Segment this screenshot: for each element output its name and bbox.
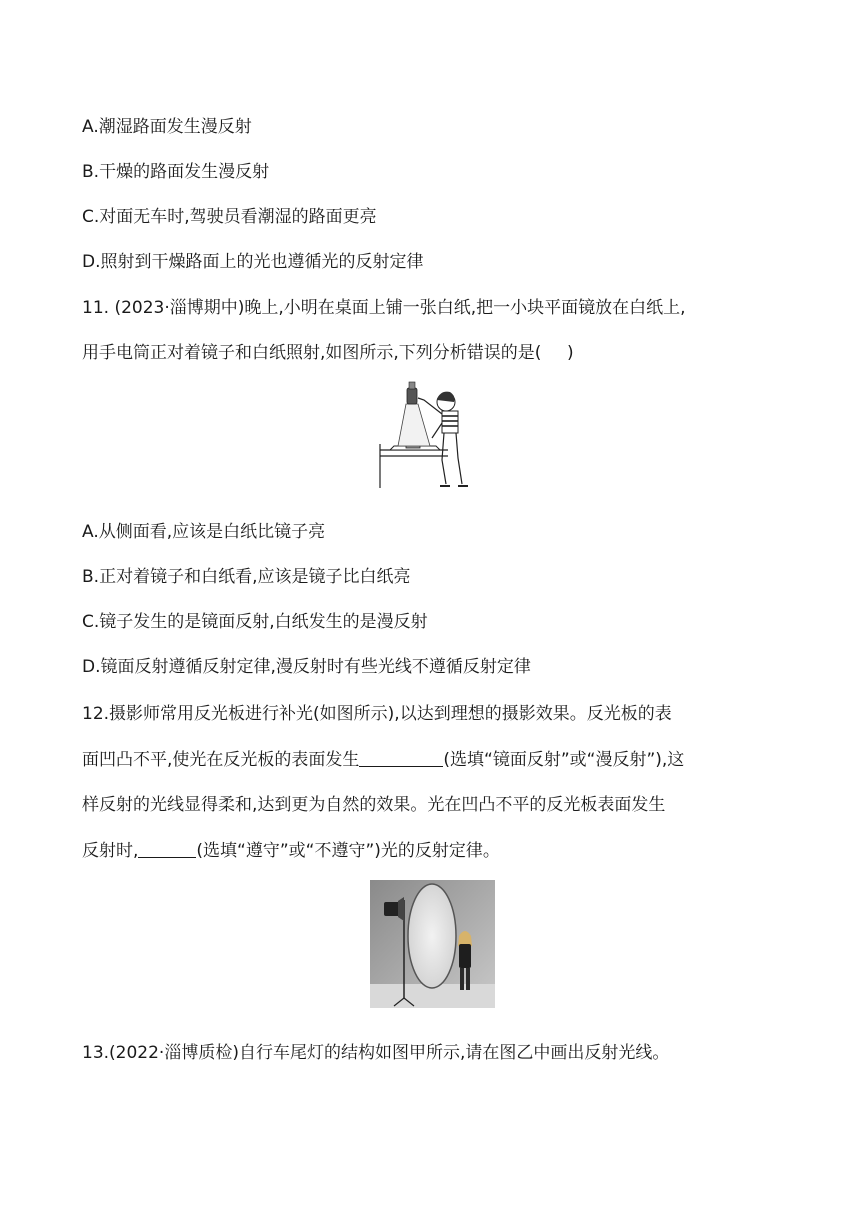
q13-stem-line1: 13.(2022·淄博质检)自行车尾灯的结构如图甲所示,请在图乙中画出反射光线。	[82, 1043, 670, 1063]
q12-line4-text-before: 反射时,	[82, 841, 139, 861]
q11-option-a: A.从侧面看,应该是白纸比镜子亮	[82, 522, 326, 542]
q12-stem-line3: 样反射的光线显得柔和,达到更为自然的效果。光在凹凸不平的反光板表面发生	[82, 795, 666, 815]
q12-line2-text-after: (选填“镜面反射”或“漫反射”),这	[443, 750, 685, 770]
q11-stem-line1: 11. (2023·淄博期中)晚上,小明在桌面上铺一张白纸,把一小块平面镜放在白纸上,	[82, 298, 686, 318]
q12-line2-text-before: 面凹凸不平,使光在反光板的表面发生	[82, 750, 360, 770]
q10-option-c: C.对面无车时,驾驶员看潮湿的路面更亮	[82, 207, 377, 227]
answer-blank-1[interactable]	[359, 748, 443, 767]
q11-stem-line2: 用手电筒正对着镜子和白纸照射,如图所示,下列分析错误的是( )	[82, 343, 574, 363]
q10-option-b: B.干燥的路面发生漫反射	[82, 162, 270, 182]
answer-blank-2[interactable]	[138, 839, 196, 858]
q11-option-d: D.镜面反射遵循反射定律,漫反射时有些光线不遵循反射定律	[82, 657, 531, 677]
q10-option-a: A.潮湿路面发生漫反射	[82, 117, 252, 137]
q10-option-d: D.照射到干燥路面上的光也遵循光的反射定律	[82, 252, 424, 272]
q11-option-c: C.镜子发生的是镜面反射,白纸发生的是漫反射	[82, 612, 428, 632]
q12-stem-line1: 12.摄影师常用反光板进行补光(如图所示),以达到理想的摄影效果。反光板的表	[82, 704, 672, 724]
q12-line4-text-after: (选填“遵守”或“不遵守”)光的反射定律。	[196, 841, 500, 861]
q12-stem-line2	[82, 748, 684, 771]
q11-option-b: B.正对着镜子和白纸看,应该是镜子比白纸亮	[82, 567, 411, 587]
q11-figure-flashlight-mirror	[376, 380, 488, 492]
q12-stem-line4	[82, 839, 500, 862]
q12-figure-reflector-photo	[370, 880, 495, 1008]
